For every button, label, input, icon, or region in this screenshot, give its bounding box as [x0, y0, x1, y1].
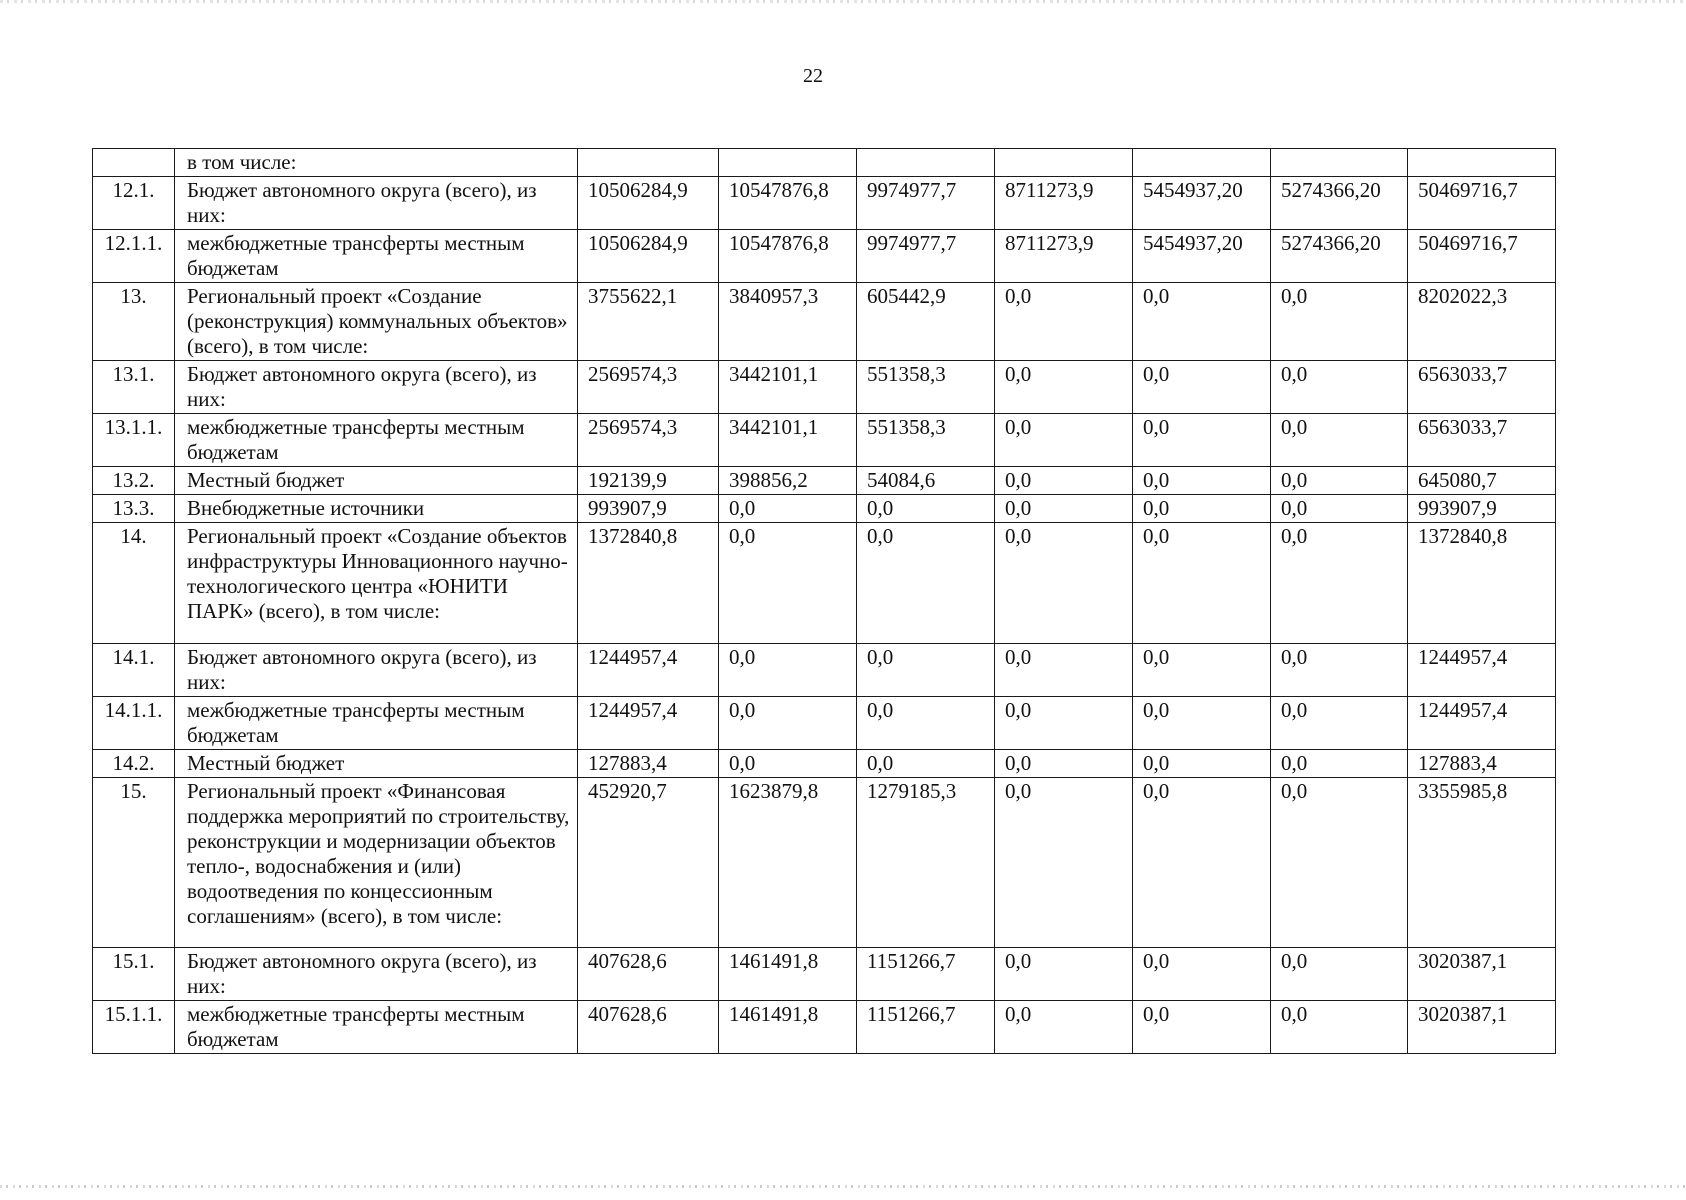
table-row [93, 495, 1556, 523]
row-name-cell: Бюджет автономного округа (всего), из них: [175, 177, 578, 230]
value-cell [995, 149, 1133, 177]
table-row [93, 523, 1556, 644]
table-row [93, 414, 1556, 467]
value-cell: 0,0 [1133, 414, 1271, 467]
value-cell: 0,0 [1133, 495, 1271, 523]
value-cell: 0,0 [995, 414, 1133, 467]
value-cell: 0,0 [995, 750, 1133, 778]
table-row [93, 948, 1556, 1001]
value-cell: 127883,4 [1408, 750, 1556, 778]
value-cell: 1244957,4 [578, 644, 719, 697]
value-cell: 9974977,7 [857, 230, 995, 283]
value-cell: 0,0 [1271, 414, 1408, 467]
value-cell: 551358,3 [857, 414, 995, 467]
value-cell: 645080,7 [1408, 467, 1556, 495]
value-cell: 1151266,7 [857, 948, 995, 1001]
row-name-cell: межбюджетные трансферты местным бюджетам [175, 230, 578, 283]
row-number-cell: 13.1.1. [93, 414, 175, 467]
value-cell: 50469716,7 [1408, 230, 1556, 283]
value-cell: 0,0 [1271, 750, 1408, 778]
row-name-cell: Местный бюджет [175, 467, 578, 495]
value-cell: 1244957,4 [578, 697, 719, 750]
value-cell: 0,0 [1133, 283, 1271, 361]
value-cell: 0,0 [1133, 1001, 1271, 1054]
value-cell: 1461491,8 [719, 1001, 857, 1054]
page-number: 22 [803, 65, 823, 87]
value-cell: 0,0 [995, 644, 1133, 697]
row-name-cell: Бюджет автономного округа (всего), из них: [175, 644, 578, 697]
row-name-cell: межбюджетные трансферты местным бюджетам [175, 414, 578, 467]
row-name-cell: Местный бюджет [175, 750, 578, 778]
row-number-cell: 13.3. [93, 495, 175, 523]
value-cell: 10506284,9 [578, 230, 719, 283]
value-cell: 0,0 [857, 523, 995, 644]
value-cell: 3442101,1 [719, 361, 857, 414]
table-row [93, 750, 1556, 778]
value-cell: 1151266,7 [857, 1001, 995, 1054]
value-cell: 5274366,20 [1271, 177, 1408, 230]
row-name-cell: Бюджет автономного округа (всего), из них: [175, 948, 578, 1001]
value-cell: 192139,9 [578, 467, 719, 495]
budget-table [92, 148, 1556, 1054]
value-cell: 6563033,7 [1408, 414, 1556, 467]
table-row [93, 778, 1556, 948]
value-cell: 5454937,20 [1133, 230, 1271, 283]
value-cell: 1279185,3 [857, 778, 995, 948]
row-name-cell: Региональный проект «Финансовая поддержка мероприятий по строительству, реконструкции и модернизации объектов тепло-, водоснабжения и (или) водоотведения по концессионным соглашениям» (всего), в том числе: [175, 778, 578, 948]
value-cell: 0,0 [1271, 495, 1408, 523]
value-cell: 0,0 [857, 644, 995, 697]
value-cell: 1244957,4 [1408, 697, 1556, 750]
value-cell: 1372840,8 [578, 523, 719, 644]
row-number-cell: 15. [93, 778, 175, 948]
table-row [93, 361, 1556, 414]
value-cell: 0,0 [719, 495, 857, 523]
value-cell: 1623879,8 [719, 778, 857, 948]
value-cell [719, 149, 857, 177]
row-name-cell: Региональный проект «Создание объектов инфраструктуры Инновационного научно-технологического центра «ЮНИТИ ПАРК» (всего), в том числе: [175, 523, 578, 644]
row-name-cell: Бюджет автономного округа (всего), из них: [175, 361, 578, 414]
value-cell: 6563033,7 [1408, 361, 1556, 414]
value-cell: 8711273,9 [995, 177, 1133, 230]
row-number-cell: 14.1.1. [93, 697, 175, 750]
table-body [93, 149, 1556, 1054]
value-cell: 0,0 [1133, 948, 1271, 1001]
value-cell [1271, 149, 1408, 177]
table-row [93, 283, 1556, 361]
row-name-cell: Внебюджетные источники [175, 495, 578, 523]
row-number-cell: 13.2. [93, 467, 175, 495]
value-cell: 5274366,20 [1271, 230, 1408, 283]
table-row [93, 230, 1556, 283]
value-cell: 0,0 [1271, 361, 1408, 414]
value-cell: 0,0 [1271, 697, 1408, 750]
value-cell: 10506284,9 [578, 177, 719, 230]
value-cell: 0,0 [1271, 283, 1408, 361]
table-row [93, 1001, 1556, 1054]
value-cell: 993907,9 [578, 495, 719, 523]
table-row [93, 467, 1556, 495]
value-cell: 0,0 [995, 283, 1133, 361]
value-cell: 398856,2 [719, 467, 857, 495]
row-number-cell: 14.2. [93, 750, 175, 778]
value-cell: 407628,6 [578, 948, 719, 1001]
value-cell: 0,0 [995, 697, 1133, 750]
row-number-cell: 13. [93, 283, 175, 361]
value-cell: 1461491,8 [719, 948, 857, 1001]
value-cell: 127883,4 [578, 750, 719, 778]
row-number-cell: 13.1. [93, 361, 175, 414]
value-cell: 0,0 [857, 495, 995, 523]
row-number-cell: 14.1. [93, 644, 175, 697]
value-cell: 0,0 [1133, 467, 1271, 495]
row-number-cell: 15.1. [93, 948, 175, 1001]
value-cell: 5454937,20 [1133, 177, 1271, 230]
value-cell: 0,0 [1133, 361, 1271, 414]
value-cell: 3355985,8 [1408, 778, 1556, 948]
value-cell: 0,0 [1271, 1001, 1408, 1054]
value-cell: 0,0 [719, 644, 857, 697]
value-cell [1133, 149, 1271, 177]
value-cell: 0,0 [1271, 778, 1408, 948]
value-cell: 0,0 [1133, 697, 1271, 750]
scan-edge-top [0, 0, 1686, 3]
value-cell: 0,0 [995, 467, 1133, 495]
value-cell: 0,0 [995, 361, 1133, 414]
table-row [93, 149, 1556, 177]
value-cell: 0,0 [995, 778, 1133, 948]
row-name-cell: межбюджетные трансферты местным бюджетам [175, 1001, 578, 1054]
value-cell: 8711273,9 [995, 230, 1133, 283]
value-cell: 0,0 [995, 948, 1133, 1001]
value-cell: 0,0 [857, 750, 995, 778]
value-cell: 452920,7 [578, 778, 719, 948]
value-cell: 3020387,1 [1408, 1001, 1556, 1054]
value-cell: 2569574,3 [578, 361, 719, 414]
table-row [93, 177, 1556, 230]
row-number-cell: 15.1.1. [93, 1001, 175, 1054]
value-cell: 8202022,3 [1408, 283, 1556, 361]
value-cell: 3840957,3 [719, 283, 857, 361]
value-cell: 54084,6 [857, 467, 995, 495]
value-cell: 10547876,8 [719, 230, 857, 283]
value-cell: 0,0 [995, 1001, 1133, 1054]
value-cell: 0,0 [1271, 523, 1408, 644]
value-cell: 0,0 [719, 523, 857, 644]
value-cell: 551358,3 [857, 361, 995, 414]
value-cell [857, 149, 995, 177]
value-cell: 3442101,1 [719, 414, 857, 467]
value-cell: 0,0 [1271, 467, 1408, 495]
table-row [93, 697, 1556, 750]
value-cell: 1244957,4 [1408, 644, 1556, 697]
value-cell: 9974977,7 [857, 177, 995, 230]
value-cell: 0,0 [1133, 644, 1271, 697]
value-cell: 10547876,8 [719, 177, 857, 230]
row-name-cell: в том числе: [175, 149, 578, 177]
row-number-cell [93, 149, 175, 177]
value-cell: 407628,6 [578, 1001, 719, 1054]
value-cell [578, 149, 719, 177]
row-number-cell: 12.1. [93, 177, 175, 230]
value-cell [1408, 149, 1556, 177]
value-cell: 0,0 [1271, 644, 1408, 697]
value-cell: 3755622,1 [578, 283, 719, 361]
value-cell: 0,0 [1133, 750, 1271, 778]
value-cell: 50469716,7 [1408, 177, 1556, 230]
value-cell: 0,0 [1271, 948, 1408, 1001]
value-cell: 2569574,3 [578, 414, 719, 467]
value-cell: 0,0 [719, 750, 857, 778]
row-name-cell: межбюджетные трансферты местным бюджетам [175, 697, 578, 750]
value-cell: 0,0 [995, 523, 1133, 644]
row-name-cell: Региональный проект «Создание (реконструкция) коммунальных объектов» (всего), в том числе: [175, 283, 578, 361]
value-cell: 0,0 [719, 697, 857, 750]
value-cell: 605442,9 [857, 283, 995, 361]
table-row [93, 644, 1556, 697]
value-cell: 0,0 [995, 495, 1133, 523]
scan-edge-bottom [0, 1185, 1686, 1188]
row-number-cell: 12.1.1. [93, 230, 175, 283]
value-cell: 1372840,8 [1408, 523, 1556, 644]
value-cell: 0,0 [1133, 523, 1271, 644]
value-cell: 993907,9 [1408, 495, 1556, 523]
value-cell: 0,0 [857, 697, 995, 750]
value-cell: 0,0 [1133, 778, 1271, 948]
row-number-cell: 14. [93, 523, 175, 644]
value-cell: 3020387,1 [1408, 948, 1556, 1001]
